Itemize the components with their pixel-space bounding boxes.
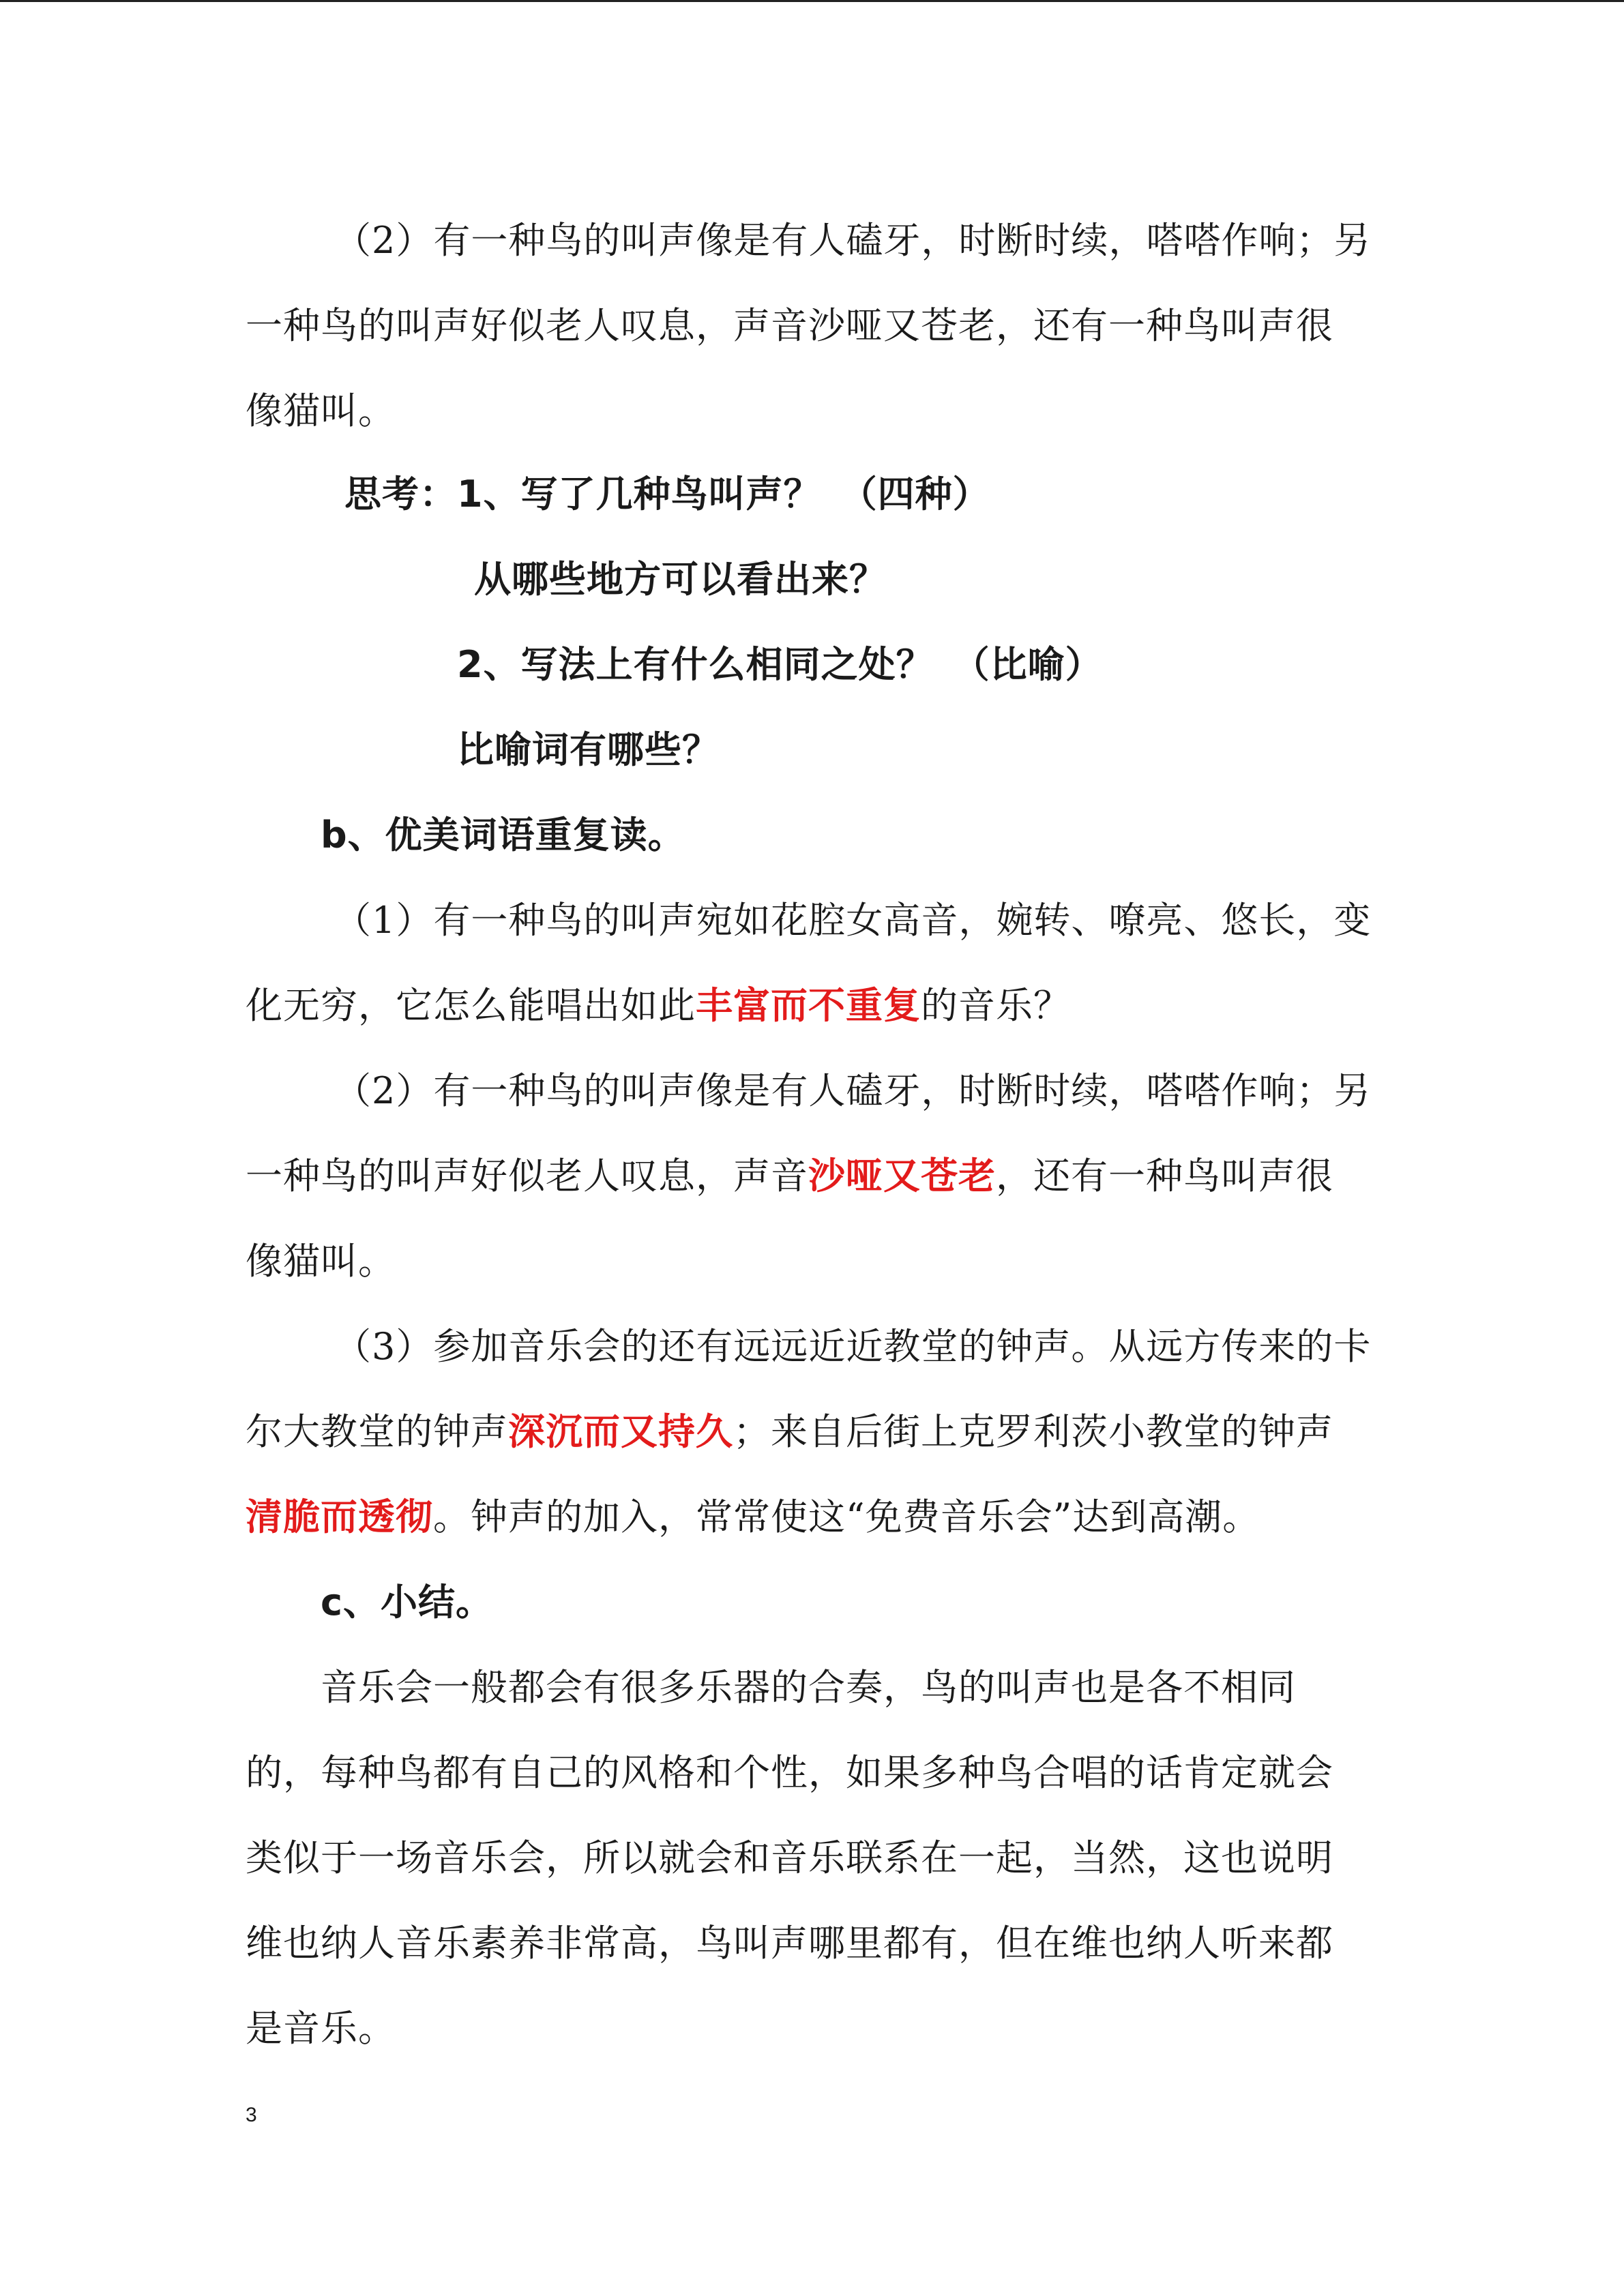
sentence-1-line-2 [246, 982, 1405, 1030]
think-question-2-followup: 比喻词有哪些？ [457, 728, 720, 771]
think-question-2: 2、写法上有什么相同之处？ （比喻） [457, 643, 1103, 686]
sentence-3-line-3 [246, 1493, 1405, 1541]
summary-line-3: 类似于一场音乐会，所以就会和音乐联系在一起，当然，这也说明 [246, 1836, 1333, 1879]
sentence-3-line-2 [246, 1408, 1405, 1456]
sentence-3-line-1: （3）参加音乐会的还有远远近近教堂的钟声。从远方传来的卡 [334, 1325, 1372, 1368]
summary-line-2: 的，每种鸟都有自己的风格和个性，如果多种鸟合唱的话肯定就会 [246, 1751, 1333, 1794]
summary-line-4: 维也纳人音乐素养非常高，鸟叫声哪里都有，但在维也纳人听来都 [246, 1922, 1333, 1965]
summary-line-1: 音乐会一般都会有很多乐器的合奏，鸟的叫声也是各不相同 [321, 1666, 1296, 1709]
section-b-title: b、优美词语重复读。 [321, 814, 685, 856]
highlight-phrase-2: 沙哑又苍老 [808, 1154, 996, 1197]
sentence-1-text-end: 的音乐？ [921, 984, 1071, 1027]
think-question-1-followup: 从哪些地方可以看出来？ [474, 558, 887, 601]
sentence-3-text-end: ；来自后街上克罗利茨小教堂的钟声 [733, 1410, 1333, 1453]
highlight-phrase-3: 深沉而又持久 [508, 1410, 733, 1453]
sentence-1-text: 化无穷，它怎么能唱出如此 [246, 984, 696, 1027]
summary-line-5: 是音乐。 [246, 2007, 396, 2050]
sentence-1-line-1: （1）有一种鸟的叫声宛如花腔女高音，婉转、嘹亮、悠长，变 [334, 899, 1372, 942]
sentence-3-text-tail: 。钟声的加入，常常使这“免费音乐会”达到高潮。 [433, 1495, 1260, 1538]
sentence-2-line-1: （2）有一种鸟的叫声像是有人磕牙，时断时续，嗒嗒作响；另 [334, 1069, 1372, 1112]
highlight-phrase-4: 清脆而透彻 [246, 1495, 433, 1538]
sentence-3-text: 尔大教堂的钟声 [246, 1410, 508, 1453]
section-c-title: c、小结。 [321, 1581, 494, 1624]
highlight-phrase-1: 丰富而不重复 [696, 984, 921, 1027]
paragraph-2-line-1: （2）有一种鸟的叫声像是有人磕牙，时断时续，嗒嗒作响；另 [334, 219, 1372, 262]
page-number: 3 [246, 2104, 257, 2126]
sentence-2-line-2 [246, 1152, 1405, 1200]
sentence-2-text: 一种鸟的叫声好似老人叹息，声音 [246, 1154, 808, 1197]
paragraph-2-line-2: 一种鸟的叫声好似老人叹息，声音沙哑又苍老，还有一种鸟叫声很 [246, 304, 1333, 347]
sentence-2-line-3: 像猫叫。 [246, 1240, 396, 1283]
paragraph-2-line-3: 像猫叫。 [246, 389, 396, 432]
sentence-2-text-end: ，还有一种鸟叫声很 [996, 1154, 1333, 1197]
think-question-1: 思考：1、写了几种鸟叫声？ （四种） [344, 473, 990, 516]
